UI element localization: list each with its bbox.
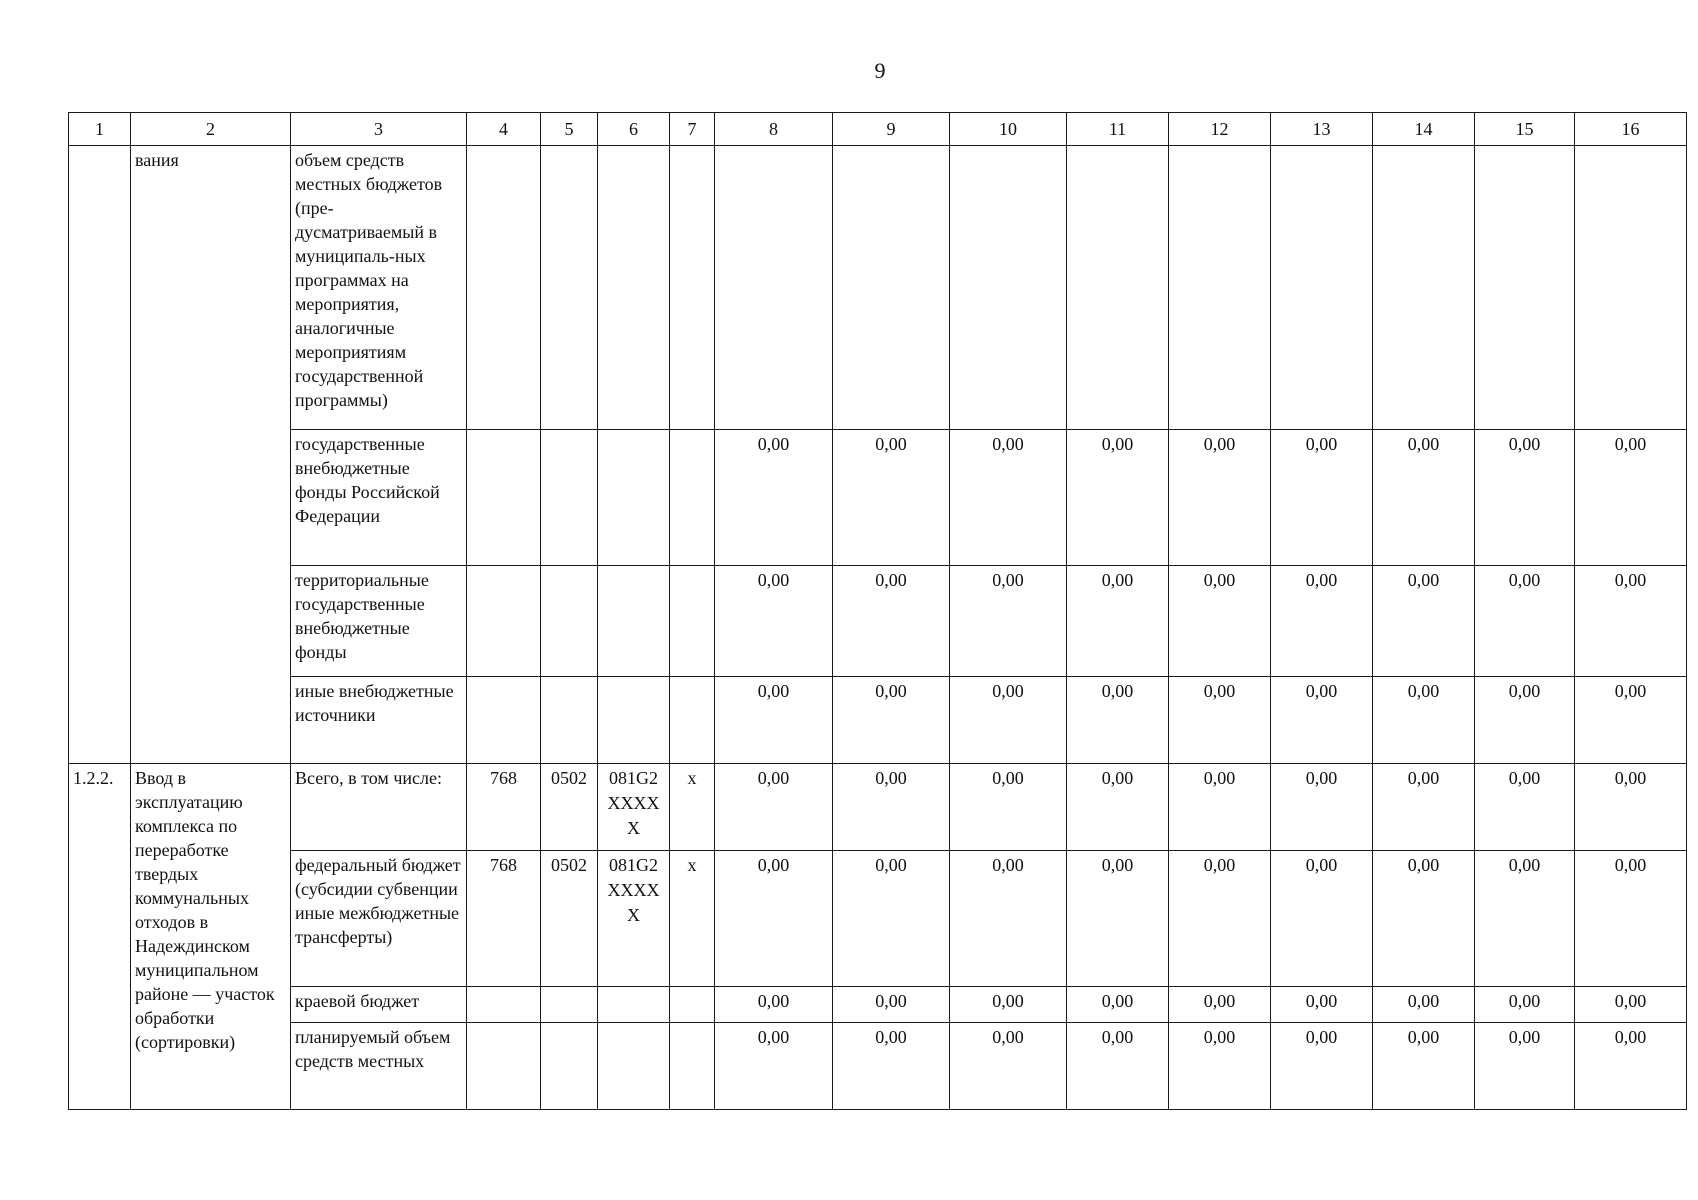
value-col-8: 0,00 [715, 851, 833, 987]
value-col-12 [1169, 146, 1271, 430]
header-row [69, 113, 1687, 146]
table-row [69, 566, 1687, 677]
value-col-9: 0,00 [833, 1023, 950, 1110]
value-col-10: 0,00 [950, 1023, 1067, 1110]
value-col-15: 0,00 [1475, 677, 1575, 764]
code-c6 [598, 1023, 670, 1110]
code-c7 [670, 146, 715, 430]
code-c5 [541, 1023, 598, 1110]
table-row [69, 1023, 1687, 1110]
table-row [69, 430, 1687, 566]
value-col-8: 0,00 [715, 1023, 833, 1110]
value-col-14: 0,00 [1373, 430, 1475, 566]
funding-source: Всего, в том числе: [291, 764, 467, 851]
code-c4 [467, 987, 541, 1023]
code-c6 [598, 677, 670, 764]
value-col-11: 0,00 [1067, 1023, 1169, 1110]
value-col-14: 0,00 [1373, 851, 1475, 987]
value-col-13: 0,00 [1271, 430, 1373, 566]
funding-source: планируемый объем средств местных [291, 1023, 467, 1110]
table-row [69, 987, 1687, 1023]
value-col-8: 0,00 [715, 430, 833, 566]
code-c4 [467, 146, 541, 430]
value-col-16: 0,00 [1575, 566, 1687, 677]
code-c4: 768 [467, 764, 541, 851]
value-col-8: 0,00 [715, 764, 833, 851]
value-col-9 [833, 146, 950, 430]
value-col-8 [715, 146, 833, 430]
code-c7 [670, 677, 715, 764]
value-col-15: 0,00 [1475, 851, 1575, 987]
value-col-16: 0,00 [1575, 1023, 1687, 1110]
table-row [69, 146, 1687, 430]
code-c5 [541, 146, 598, 430]
funding-source: федеральный бюджет (субсидии субвенции иные межбюджетные трансферты) [291, 851, 467, 987]
value-col-13: 0,00 [1271, 566, 1373, 677]
value-col-15: 0,00 [1475, 764, 1575, 851]
budget-table [68, 112, 1687, 1110]
page-number: 9 [874, 58, 886, 83]
value-col-13: 0,00 [1271, 764, 1373, 851]
value-col-11: 0,00 [1067, 677, 1169, 764]
code-c4 [467, 1023, 541, 1110]
value-col-11 [1067, 146, 1169, 430]
value-col-8: 0,00 [715, 987, 833, 1023]
funding-source: территориальные государственные внебюджетные фонды [291, 566, 467, 677]
code-c5 [541, 677, 598, 764]
value-col-10: 0,00 [950, 987, 1067, 1023]
code-c7: х [670, 764, 715, 851]
value-col-14: 0,00 [1373, 566, 1475, 677]
column-header-14: 14 [1373, 113, 1475, 146]
value-col-8: 0,00 [715, 677, 833, 764]
value-col-16 [1575, 146, 1687, 430]
value-col-14: 0,00 [1373, 764, 1475, 851]
column-header-6: 6 [598, 113, 670, 146]
column-header-9: 9 [833, 113, 950, 146]
value-col-11: 0,00 [1067, 764, 1169, 851]
column-header-1: 1 [69, 113, 131, 146]
value-col-11: 0,00 [1067, 987, 1169, 1023]
code-c6: 081G2 XXXX X [598, 851, 670, 987]
code-c5 [541, 987, 598, 1023]
value-col-15: 0,00 [1475, 566, 1575, 677]
value-col-9: 0,00 [833, 677, 950, 764]
value-col-9: 0,00 [833, 987, 950, 1023]
value-col-16: 0,00 [1575, 430, 1687, 566]
value-col-12: 0,00 [1169, 677, 1271, 764]
value-col-13: 0,00 [1271, 677, 1373, 764]
code-c5 [541, 566, 598, 677]
table-row [69, 677, 1687, 764]
value-col-10: 0,00 [950, 566, 1067, 677]
funding-source: государственные внебюджетные фонды Российской Федерации [291, 430, 467, 566]
value-col-12: 0,00 [1169, 764, 1271, 851]
code-c7 [670, 566, 715, 677]
value-col-15: 0,00 [1475, 987, 1575, 1023]
value-col-10: 0,00 [950, 677, 1067, 764]
code-c4 [467, 430, 541, 566]
value-col-11: 0,00 [1067, 430, 1169, 566]
code-c7: х [670, 851, 715, 987]
code-c4 [467, 566, 541, 677]
funding-source: краевой бюджет [291, 987, 467, 1023]
code-c6: 081G2 XXXX X [598, 764, 670, 851]
value-col-14 [1373, 146, 1475, 430]
value-col-11: 0,00 [1067, 566, 1169, 677]
code-c4: 768 [467, 851, 541, 987]
column-header-5: 5 [541, 113, 598, 146]
value-col-14: 0,00 [1373, 987, 1475, 1023]
value-col-13: 0,00 [1271, 987, 1373, 1023]
code-c5: 0502 [541, 851, 598, 987]
value-col-16: 0,00 [1575, 677, 1687, 764]
value-col-14: 0,00 [1373, 677, 1475, 764]
column-header-12: 12 [1169, 113, 1271, 146]
column-header-2: 2 [131, 113, 291, 146]
item-name: вания [131, 146, 291, 764]
value-col-13: 0,00 [1271, 851, 1373, 987]
code-c6 [598, 430, 670, 566]
code-c7 [670, 1023, 715, 1110]
code-c5: 0502 [541, 764, 598, 851]
table-row [69, 851, 1687, 987]
value-col-16: 0,00 [1575, 851, 1687, 987]
code-c7 [670, 987, 715, 1023]
item-name: Ввод в эксплуатацию комплекса по переработке твердых коммунальных отходов в Надеждинском муниципальном районе — участок обработки (сортировки) [131, 764, 291, 1110]
value-col-16: 0,00 [1575, 764, 1687, 851]
funding-source: иные внебюджетные источники [291, 677, 467, 764]
value-col-8: 0,00 [715, 566, 833, 677]
value-col-15 [1475, 146, 1575, 430]
code-c4 [467, 677, 541, 764]
value-col-15: 0,00 [1475, 1023, 1575, 1110]
funding-source: объем средств местных бюджетов (пре-дусматриваемый в муниципаль-ных программах на мероприятия, аналогичные мероприятиям государственной программы) [291, 146, 467, 430]
value-col-12: 0,00 [1169, 851, 1271, 987]
code-c7 [670, 430, 715, 566]
value-col-12: 0,00 [1169, 1023, 1271, 1110]
item-number: 1.2.2. [69, 764, 131, 1110]
value-col-13: 0,00 [1271, 1023, 1373, 1110]
value-col-12: 0,00 [1169, 987, 1271, 1023]
value-col-12: 0,00 [1169, 566, 1271, 677]
value-col-9: 0,00 [833, 764, 950, 851]
value-col-14: 0,00 [1373, 1023, 1475, 1110]
value-col-13 [1271, 146, 1373, 430]
column-header-11: 11 [1067, 113, 1169, 146]
value-col-10: 0,00 [950, 430, 1067, 566]
column-header-8: 8 [715, 113, 833, 146]
table-row [69, 764, 1687, 851]
value-col-9: 0,00 [833, 851, 950, 987]
column-header-15: 15 [1475, 113, 1575, 146]
value-col-15: 0,00 [1475, 430, 1575, 566]
code-c5 [541, 430, 598, 566]
value-col-9: 0,00 [833, 566, 950, 677]
item-number [69, 146, 131, 764]
value-col-12: 0,00 [1169, 430, 1271, 566]
value-col-11: 0,00 [1067, 851, 1169, 987]
column-header-3: 3 [291, 113, 467, 146]
column-header-7: 7 [670, 113, 715, 146]
value-col-10 [950, 146, 1067, 430]
column-header-10: 10 [950, 113, 1067, 146]
value-col-10: 0,00 [950, 764, 1067, 851]
column-header-16: 16 [1575, 113, 1687, 146]
value-col-9: 0,00 [833, 430, 950, 566]
column-header-4: 4 [467, 113, 541, 146]
code-c6 [598, 987, 670, 1023]
value-col-10: 0,00 [950, 851, 1067, 987]
code-c6 [598, 566, 670, 677]
column-header-13: 13 [1271, 113, 1373, 146]
value-col-16: 0,00 [1575, 987, 1687, 1023]
table-body [69, 146, 1687, 1110]
code-c6 [598, 146, 670, 430]
